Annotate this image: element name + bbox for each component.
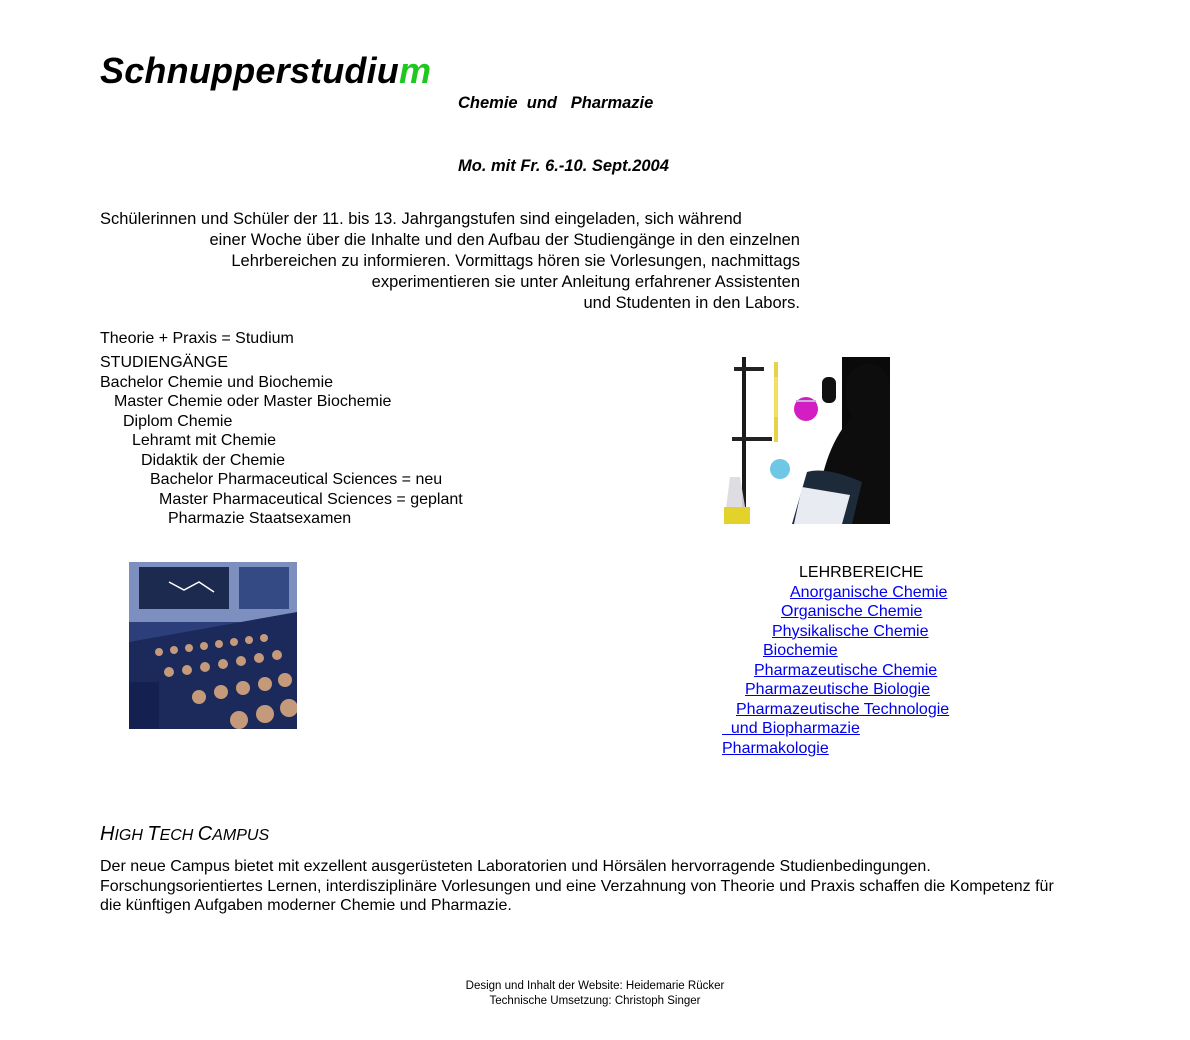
degrees-list bbox=[100, 353, 463, 529]
area-link-pharmazeutische-technologie[interactable]: Pharmazeutische Technologie bbox=[736, 700, 950, 718]
page-title-accent: m bbox=[399, 50, 432, 91]
footer bbox=[395, 979, 795, 1009]
campus-heading-part: AMPUS bbox=[212, 827, 270, 844]
lab-photo bbox=[722, 357, 890, 524]
intro-line: und Studenten in den Labors. bbox=[583, 294, 800, 312]
campus-heading-letter: C bbox=[197, 823, 213, 845]
area-link-physikalische-chemie[interactable]: Physikalische Chemie bbox=[772, 622, 929, 640]
intro-line: Schülerinnen und Schüler der 11. bis 13. Jahrgangstufen sind eingeladen, sich während bbox=[100, 210, 742, 228]
campus-heading bbox=[100, 822, 269, 848]
intro-line: experimentieren sie unter Anleitung erfahrener Assistenten bbox=[371, 273, 800, 291]
intro-paragraph bbox=[100, 209, 800, 314]
page-subtitle bbox=[458, 51, 669, 198]
subtitle-dates: Mo. mit Fr. 6.-10. Sept.2004 bbox=[458, 157, 669, 175]
campus-heading-letter: T bbox=[147, 823, 160, 845]
intro-line: Lehrbereichen zu informieren. Vormittags hören sie Vorlesungen, nachmittags bbox=[231, 252, 800, 270]
lecture-hall-photo bbox=[129, 562, 297, 729]
campus-paragraph bbox=[100, 857, 1100, 916]
campus-heading-letter: H bbox=[100, 823, 115, 845]
intro-line: einer Woche über die Inhalte und den Aufbau der Studiengänge in den einzelnen bbox=[209, 231, 800, 249]
degree-item: Pharmazie Staatsexamen bbox=[168, 510, 352, 527]
degree-item: Diplom Chemie bbox=[123, 412, 233, 430]
degree-item: Lehramt mit Chemie bbox=[132, 432, 277, 449]
campus-heading-part: IGH bbox=[114, 827, 148, 844]
page-title bbox=[100, 50, 431, 92]
teaching-areas bbox=[722, 563, 949, 758]
page-title-main: Schnupperstudiu bbox=[100, 50, 399, 91]
campus-line: die künftigen Aufgaben moderner Chemie und Pharmazie. bbox=[100, 897, 512, 914]
degrees-heading: STUDIENGÄNGE bbox=[100, 354, 229, 371]
campus-line: Der neue Campus bietet mit exzellent ausgerüsteten Laboratorien und Hörsälen hervorragende Studienbedingungen. bbox=[100, 858, 931, 875]
degree-item: Didaktik der Chemie bbox=[141, 451, 286, 469]
degree-item: Bachelor Chemie und Biochemie bbox=[100, 373, 334, 391]
areas-heading: LEHRBEREICHE bbox=[799, 564, 924, 581]
footer-tech-credit: Technische Umsetzung: Christoph Singer bbox=[489, 995, 701, 1007]
area-link-biopharmazie[interactable]: und Biopharmazie bbox=[722, 720, 860, 737]
campus-heading-part: ECH bbox=[159, 827, 198, 844]
formula-text: Theorie + Praxis = Studium bbox=[100, 330, 294, 347]
degree-item: Master Pharmaceutical Sciences = geplant bbox=[159, 490, 463, 508]
degree-item: Bachelor Pharmaceutical Sciences = neu bbox=[150, 471, 443, 488]
area-link-pharmakologie[interactable]: Pharmakologie bbox=[722, 739, 829, 757]
footer-design-credit: Design und Inhalt der Website: Heidemarie Rücker bbox=[465, 980, 725, 992]
area-link-organische-chemie[interactable]: Organische Chemie bbox=[781, 603, 923, 620]
campus-line: Forschungsorientiertes Lernen, interdisziplinäre Vorlesungen und eine Verzahnung von Theorie und Praxis schaffen die Kompetenz für bbox=[100, 877, 1054, 895]
area-link-anorganische-chemie[interactable]: Anorganische Chemie bbox=[790, 583, 948, 601]
subtitle-topic: Chemie und Pharmazie bbox=[458, 94, 654, 112]
area-link-pharmazeutische-biologie[interactable]: Pharmazeutische Biologie bbox=[745, 681, 930, 698]
area-link-pharmazeutische-chemie[interactable]: Pharmazeutische Chemie bbox=[754, 661, 938, 679]
degree-item: Master Chemie oder Master Biochemie bbox=[114, 393, 392, 410]
area-link-biochemie[interactable]: Biochemie bbox=[763, 642, 838, 659]
